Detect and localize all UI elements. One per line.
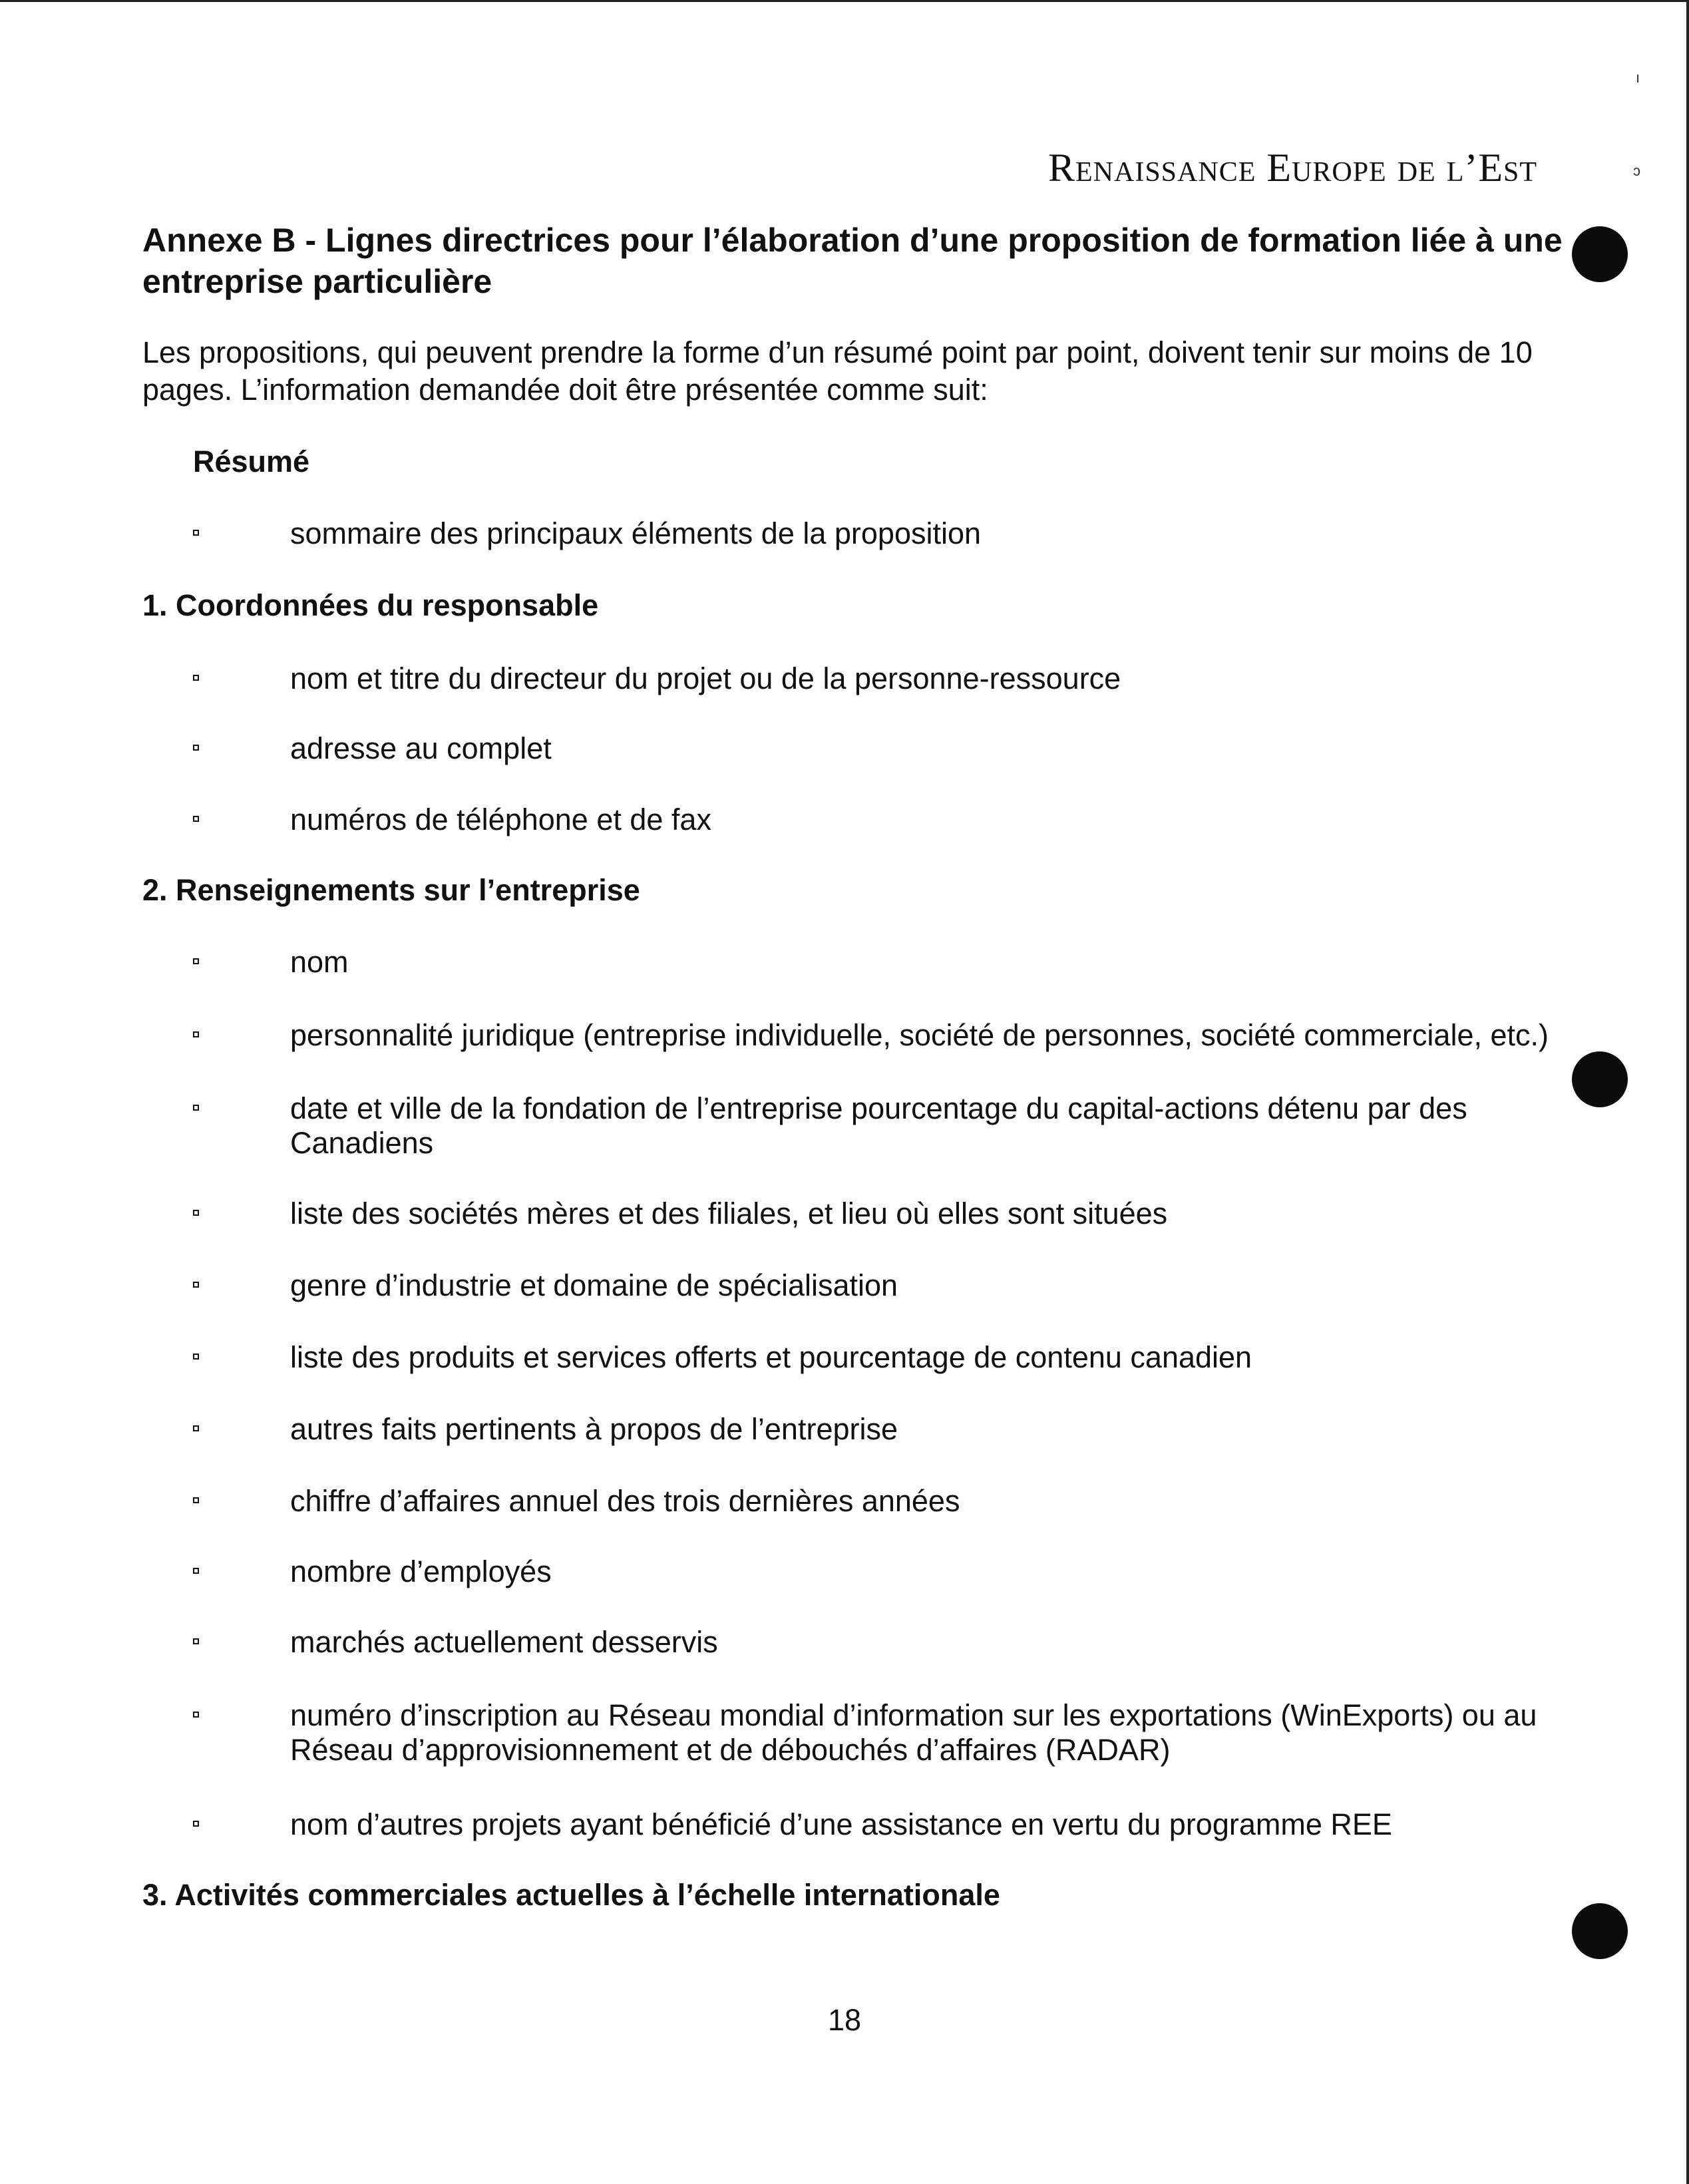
punch-hole-icon (1572, 1903, 1628, 1959)
page-number: 18 (827, 2003, 862, 2037)
list-item-text: adresse au complet (290, 731, 552, 765)
bullet-icon (193, 1821, 199, 1827)
list-item-text: personnalité juridique (entreprise individuelle, société de personnes, société commerciale, etc.) (290, 1018, 1549, 1052)
heading-section-3: 3. Activités commerciales actuelles à l’échelle internationale (142, 1878, 1000, 1912)
list-item-text: nom (290, 945, 349, 979)
list-item-text: numéros de téléphone et de fax (290, 803, 711, 836)
list-item-text: liste des produits et services offerts et pourcentage de contenu canadien (290, 1340, 1252, 1374)
heading-resume: Résumé (193, 445, 310, 478)
bullet-icon (193, 1568, 199, 1574)
list-item-text: sommaire des principaux éléments de la proposition (290, 516, 982, 550)
list-item-text: nombre d’employés (290, 1554, 552, 1588)
bullet-icon (193, 1210, 199, 1216)
bullet-icon (193, 1105, 199, 1111)
heading-section-1: 1. Coordonnées du responsable (142, 588, 599, 622)
bullet-icon (193, 1282, 199, 1288)
heading-section-2: 2. Renseignements sur l’entreprise (142, 873, 640, 907)
scan-border-top (0, 0, 1689, 2)
list-item-text: genre d’industrie et domaine de spécialisation (290, 1268, 898, 1302)
punch-hole-icon (1572, 226, 1628, 282)
list-item-text: numéro d’inscription au Réseau mondial d’information sur les exportations (WinExports) ou au Réseau d’approvisionnement et de débouchés d’affaires (RADAR) (290, 1698, 1537, 1767)
list-item-text: liste des sociétés mères et des filiales, et lieu où elles sont situées (290, 1196, 1168, 1230)
bullet-icon (193, 1497, 199, 1503)
list-item-text: autres faits pertinents à propos de l’entreprise (290, 1412, 898, 1446)
bullet-icon (193, 530, 199, 536)
bullet-icon (193, 745, 199, 751)
annex-title: Annexe B - Lignes directrices pour l’élaboration d’une proposition de formation liée à une entreprise particulière (142, 222, 1563, 300)
list-item-text: nom d’autres projets ayant bénéficié d’une assistance en vertu du programme REE (290, 1807, 1392, 1841)
bullet-icon (193, 1354, 199, 1360)
bullet-icon (193, 1712, 199, 1718)
list-item-text: marchés actuellement desservis (290, 1625, 718, 1659)
intro-paragraph: Les propositions, qui peuvent prendre la forme d’un résumé point par point, doivent tenir sur moins de 10 pages. L’information demandée doit être présentée comme suit: (142, 335, 1533, 407)
bullet-icon (193, 675, 199, 681)
running-header: Renaissance Europe de l’Est (1048, 146, 1537, 190)
scan-border-right (1686, 0, 1689, 2184)
bullet-icon (193, 1638, 199, 1644)
punch-hole-icon (1572, 1051, 1628, 1107)
list-item-text: chiffre d’affaires annuel des trois dernières années (290, 1484, 960, 1518)
scan-mark-icon: ı (1636, 69, 1640, 86)
scan-mark-icon: ɔ (1633, 162, 1640, 179)
bullet-icon (193, 1425, 199, 1431)
list-item-text: nom et titre du directeur du projet ou de la personne-ressource (290, 661, 1121, 695)
bullet-icon (193, 1031, 199, 1037)
bullet-icon (193, 816, 199, 822)
list-item-text: date et ville de la fondation de l’entreprise pourcentage du capital-actions détenu par des Canadiens (290, 1091, 1467, 1160)
bullet-icon (193, 958, 199, 964)
